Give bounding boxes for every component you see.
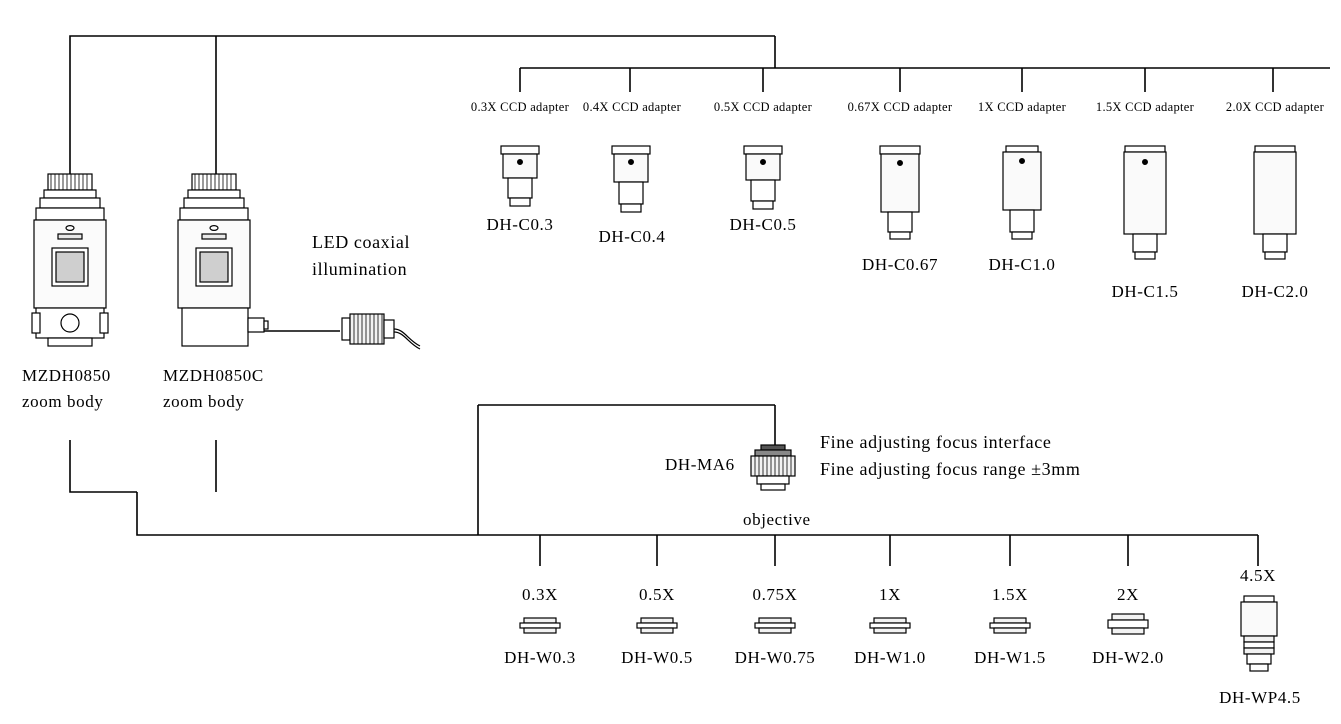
objective-0-icon bbox=[518, 616, 562, 638]
ccd-adapter-5-top-label: 1.5X CCD adapter bbox=[1095, 100, 1195, 114]
ccd-adapter-2-icon bbox=[740, 142, 786, 212]
ccd-adapter-4-code: DH-C1.0 bbox=[988, 255, 1056, 274]
ccd-adapter-3-top-label: 0.67X CCD adapter bbox=[847, 100, 953, 114]
zoom-body-1-label bbox=[22, 366, 111, 412]
led-illumination-label bbox=[312, 232, 410, 280]
objective-5-icon bbox=[1104, 612, 1152, 640]
focus-interface-line1: Fine adjusting focus interface bbox=[820, 432, 1052, 452]
ccd-adapter-6-code: DH-C2.0 bbox=[1241, 282, 1309, 301]
focus-module-icon bbox=[745, 443, 801, 495]
objective-2-icon bbox=[753, 616, 797, 638]
objective-2-mag: 0.75X bbox=[752, 585, 798, 604]
focus-interface-line2: Fine adjusting focus range ±3mm bbox=[820, 459, 1081, 479]
zoom-body-1-name: MZDH0850 bbox=[22, 366, 111, 385]
ccd-adapter-3-code: DH-C0.67 bbox=[861, 255, 939, 274]
objective-3-mag: 1X bbox=[879, 585, 901, 604]
objective-1-icon bbox=[635, 616, 679, 638]
objective-6-code: DH-WP4.5 bbox=[1219, 688, 1301, 707]
objective-1-code: DH-W0.5 bbox=[621, 648, 693, 667]
objective-2-code: DH-W0.75 bbox=[734, 648, 816, 667]
ccd-adapter-1-code: DH-C0.4 bbox=[598, 227, 666, 246]
focus-module-code: DH-MA6 bbox=[665, 455, 735, 474]
ccd-adapter-5-code: DH-C1.5 bbox=[1111, 282, 1179, 301]
focus-interface-text bbox=[820, 432, 1080, 480]
objective-0-mag: 0.3X bbox=[522, 585, 558, 604]
ccd-adapter-6-icon bbox=[1250, 142, 1300, 262]
objective-3-icon bbox=[868, 616, 912, 638]
zoom-body-1-sub: zoom body bbox=[22, 392, 104, 411]
objective-4-mag: 1.5X bbox=[992, 585, 1028, 604]
objective-6-icon bbox=[1236, 594, 1282, 680]
zoom-body-2-label bbox=[163, 366, 264, 412]
objective-1-mag: 0.5X bbox=[639, 585, 675, 604]
objective-0-code: DH-W0.3 bbox=[504, 648, 576, 667]
ccd-adapter-4-top-label: 1X CCD adapter bbox=[977, 100, 1067, 114]
led-illumination-line2: illumination bbox=[312, 259, 408, 279]
zoom-body-mzdh0850 bbox=[28, 170, 112, 355]
led-illuminator-icon bbox=[338, 306, 430, 356]
objective-5-code: DH-W2.0 bbox=[1092, 648, 1164, 667]
zoom-body-2-name: MZDH0850C bbox=[163, 366, 264, 385]
ccd-adapter-6-top-label: 2.0X CCD adapter bbox=[1225, 100, 1325, 114]
objective-bus-label: objective bbox=[739, 510, 815, 530]
ccd-adapter-2-code: DH-C0.5 bbox=[729, 215, 797, 234]
ccd-adapter-0-top-label: 0.3X CCD adapter bbox=[470, 100, 570, 114]
ccd-adapter-2-top-label: 0.5X CCD adapter bbox=[713, 100, 813, 114]
ccd-adapter-0-icon bbox=[497, 142, 543, 210]
objective-6-mag: 4.5X bbox=[1240, 566, 1276, 585]
ccd-adapter-4-icon bbox=[998, 142, 1046, 242]
ccd-adapter-3-icon bbox=[876, 142, 924, 242]
ccd-adapter-0-code: DH-C0.3 bbox=[486, 215, 554, 234]
led-illumination-line1: LED coaxial bbox=[312, 232, 411, 252]
ccd-adapter-1-icon bbox=[608, 142, 654, 216]
objective-3-code: DH-W1.0 bbox=[854, 648, 926, 667]
zoom-body-mzdh0850c bbox=[172, 170, 272, 355]
objective-4-icon bbox=[988, 616, 1032, 638]
objective-5-mag: 2X bbox=[1117, 585, 1139, 604]
zoom-body-2-sub: zoom body bbox=[163, 392, 245, 411]
ccd-adapter-1-top-label: 0.4X CCD adapter bbox=[582, 100, 682, 114]
objective-4-code: DH-W1.5 bbox=[974, 648, 1046, 667]
ccd-adapter-5-icon bbox=[1120, 142, 1170, 262]
